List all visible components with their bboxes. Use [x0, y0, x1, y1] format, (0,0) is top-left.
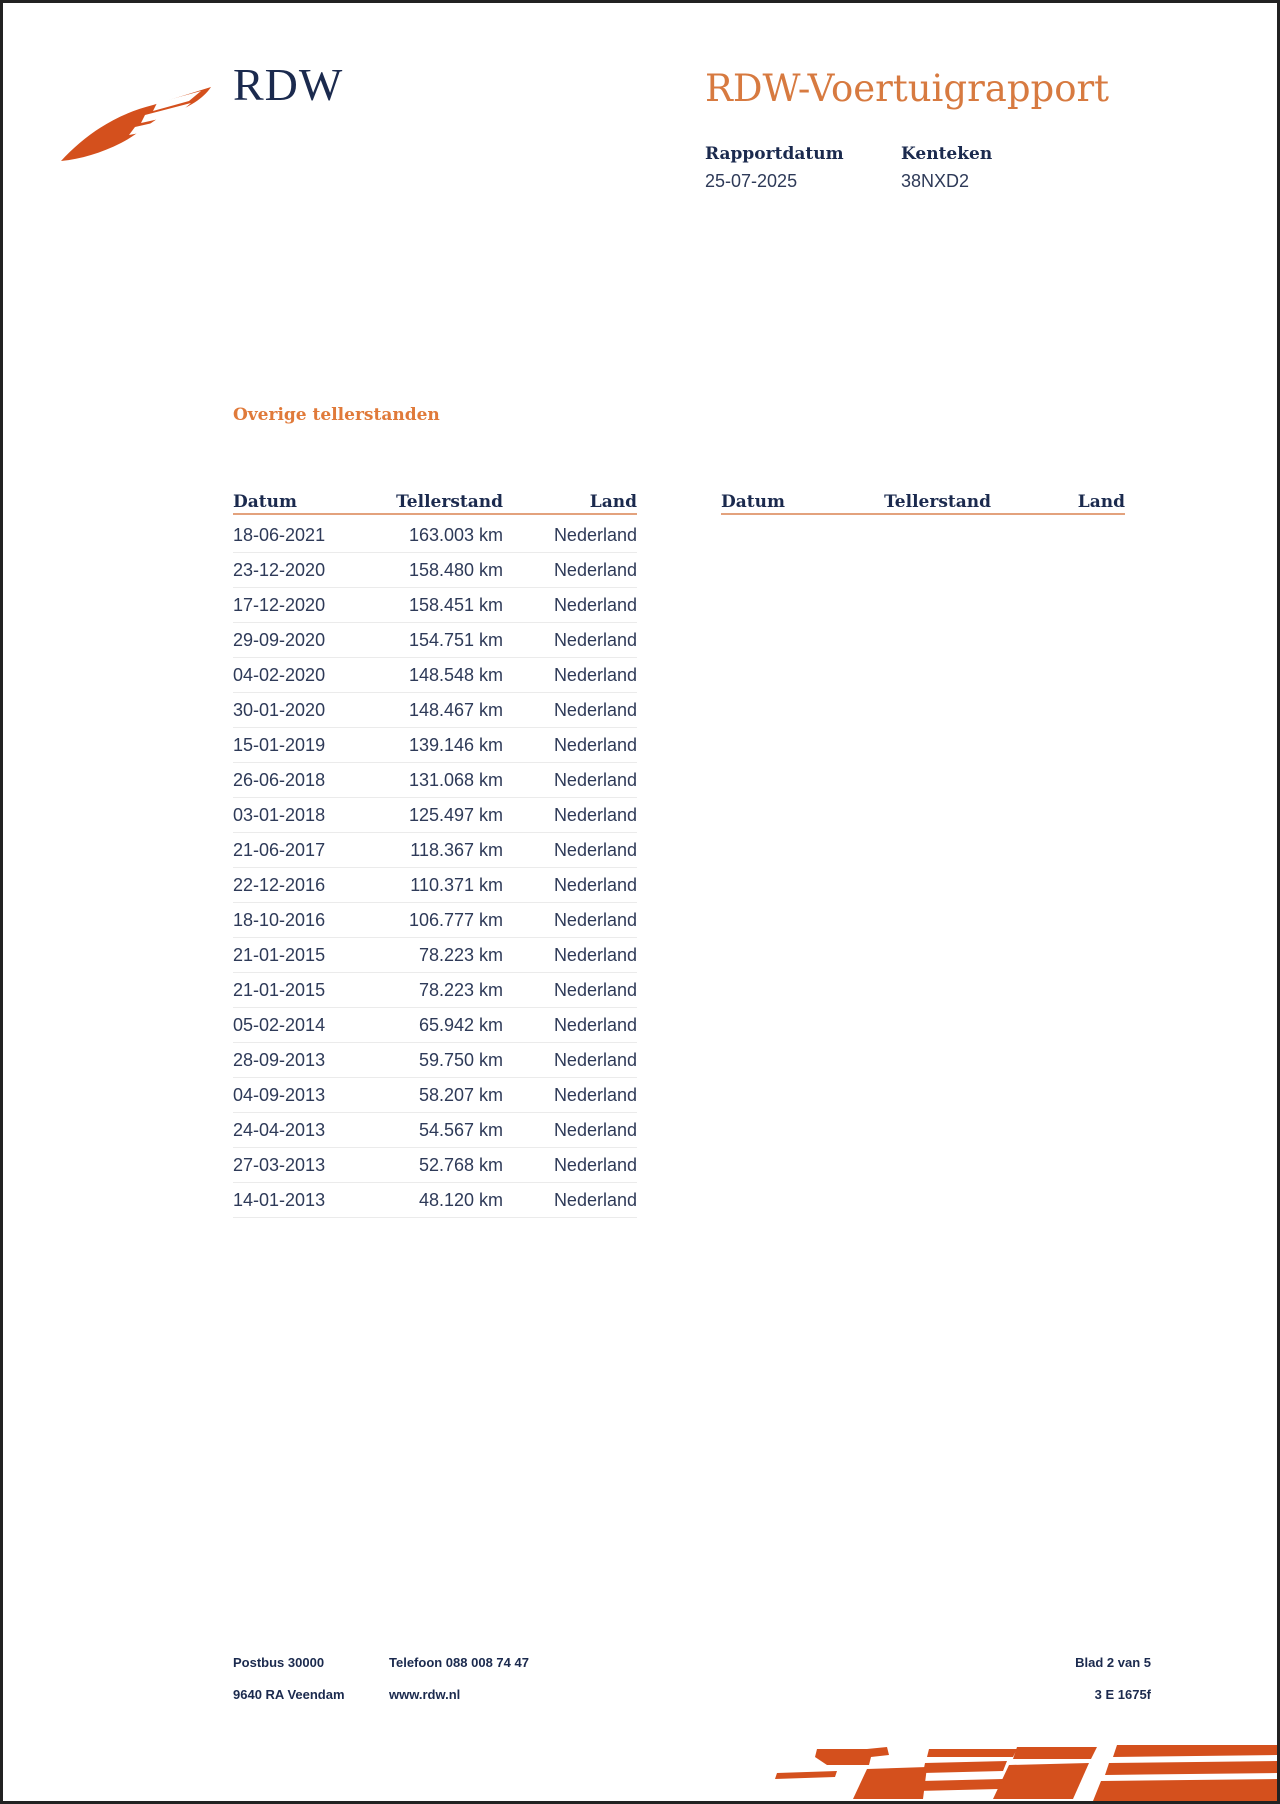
report-date-value: 25-07-2025	[705, 171, 798, 191]
footer-page-info	[1075, 1647, 1151, 1711]
cell-datum: 18-10-2016	[233, 910, 326, 930]
cell-datum: 26-06-2018	[233, 770, 326, 790]
header-tellerstand: Tellerstand	[884, 492, 991, 512]
header-land: Land	[589, 492, 637, 512]
table-body	[233, 519, 637, 1218]
header-land: Land	[1077, 492, 1125, 512]
table-row	[233, 1184, 637, 1218]
license-plate-value: 38NXD2	[901, 171, 970, 191]
cell-tellerstand: 118.367 km	[410, 840, 503, 860]
cell-tellerstand: 110.371 km	[410, 875, 503, 895]
cell-datum: 21-01-2015	[233, 945, 326, 965]
cell-tellerstand: 158.480 km	[408, 560, 503, 580]
table-row	[233, 694, 637, 728]
cell-tellerstand: 106.777 km	[408, 910, 503, 930]
cell-land: Nederland	[553, 805, 637, 825]
report-date-block	[705, 143, 844, 192]
header-datum: Datum	[233, 492, 297, 512]
table-row	[233, 1079, 637, 1113]
footer-code: 3 E 1675f	[1094, 1687, 1151, 1702]
cell-tellerstand: 154.751 km	[408, 630, 503, 650]
cell-land: Nederland	[553, 1190, 637, 1210]
cell-datum: 23-12-2020	[233, 560, 326, 580]
rdw-feather-icon	[61, 85, 213, 165]
cell-tellerstand: 78.223 km	[418, 945, 503, 965]
cell-datum: 21-06-2017	[233, 840, 326, 860]
section-heading: Overige tellerstanden	[233, 405, 440, 425]
footer-page-number: Blad 2 van 5	[1075, 1655, 1151, 1670]
table-row	[233, 519, 637, 553]
cell-datum: 18-06-2021	[233, 525, 326, 545]
table-row	[233, 939, 637, 973]
table-row	[233, 869, 637, 903]
cell-datum: 04-09-2013	[233, 1085, 326, 1105]
cell-datum: 28-09-2013	[233, 1050, 326, 1070]
cell-land: Nederland	[553, 560, 637, 580]
cell-land: Nederland	[553, 980, 637, 1000]
cell-land: Nederland	[553, 945, 637, 965]
license-plate-block	[901, 143, 992, 192]
table-header	[721, 489, 1125, 515]
cell-tellerstand: 59.750 km	[418, 1050, 503, 1070]
table-row	[233, 1114, 637, 1148]
report-date-label: Rapportdatum	[705, 144, 844, 164]
cell-tellerstand: 78.223 km	[418, 980, 503, 1000]
cell-datum: 04-02-2020	[233, 665, 326, 685]
report-title: RDW-Voertuigrapport	[705, 67, 1110, 110]
cell-land: Nederland	[553, 700, 637, 720]
footer-website-link[interactable]: www.rdw.nl	[389, 1687, 461, 1702]
cell-land: Nederland	[553, 1085, 637, 1105]
cell-tellerstand: 131.068 km	[408, 770, 503, 790]
cell-land: Nederland	[553, 525, 637, 545]
cell-datum: 30-01-2020	[233, 700, 326, 720]
cell-datum: 03-01-2018	[233, 805, 326, 825]
cell-land: Nederland	[553, 735, 637, 755]
header-datum: Datum	[721, 492, 785, 512]
cell-datum: 22-12-2016	[233, 875, 326, 895]
cell-tellerstand: 163.003 km	[408, 525, 503, 545]
table-row	[233, 1009, 637, 1043]
table-row	[233, 1149, 637, 1183]
table-row	[233, 589, 637, 623]
table-row	[233, 764, 637, 798]
table-row	[233, 729, 637, 763]
cell-land: Nederland	[553, 1050, 637, 1070]
odometer-table-right	[721, 489, 1125, 515]
cell-datum: 17-12-2020	[233, 595, 326, 615]
cell-tellerstand: 58.207 km	[418, 1085, 503, 1105]
rdw-stripes-icon	[717, 1743, 1277, 1801]
table-row	[233, 554, 637, 588]
cell-land: Nederland	[553, 910, 637, 930]
cell-datum: 14-01-2013	[233, 1190, 326, 1210]
cell-datum: 27-03-2013	[233, 1155, 326, 1175]
cell-tellerstand: 148.467 km	[408, 700, 503, 720]
cell-land: Nederland	[553, 1120, 637, 1140]
cell-datum: 05-02-2014	[233, 1015, 326, 1035]
footer-address-line2: 9640 RA Veendam	[233, 1687, 345, 1702]
cell-land: Nederland	[553, 840, 637, 860]
cell-land: Nederland	[553, 1155, 637, 1175]
cell-land: Nederland	[553, 630, 637, 650]
cell-land: Nederland	[553, 875, 637, 895]
odometer-table-left	[233, 489, 637, 1218]
table-header	[233, 489, 637, 515]
footer-contact	[389, 1647, 529, 1711]
cell-datum: 15-01-2019	[233, 735, 326, 755]
header-tellerstand: Tellerstand	[396, 492, 503, 512]
brand-name: RDW	[233, 59, 344, 110]
cell-tellerstand: 158.451 km	[408, 595, 503, 615]
table-row	[233, 974, 637, 1008]
table-row	[233, 834, 637, 868]
cell-land: Nederland	[553, 1015, 637, 1035]
table-row	[233, 659, 637, 693]
footer-address-line1: Postbus 30000	[233, 1655, 325, 1670]
cell-tellerstand: 65.942 km	[418, 1015, 503, 1035]
license-plate-label: Kenteken	[901, 144, 993, 164]
table-row	[233, 799, 637, 833]
table-row	[233, 624, 637, 658]
cell-tellerstand: 139.146 km	[408, 735, 503, 755]
footer-phone: Telefoon 088 008 74 47	[389, 1655, 529, 1670]
cell-tellerstand: 125.497 km	[408, 805, 503, 825]
cell-datum: 24-04-2013	[233, 1120, 326, 1140]
cell-land: Nederland	[553, 665, 637, 685]
cell-tellerstand: 54.567 km	[418, 1120, 503, 1140]
cell-tellerstand: 52.768 km	[418, 1155, 503, 1175]
table-row	[233, 904, 637, 938]
footer-address	[233, 1647, 345, 1711]
cell-land: Nederland	[553, 595, 637, 615]
cell-tellerstand: 148.548 km	[408, 665, 503, 685]
cell-tellerstand: 48.120 km	[418, 1190, 503, 1210]
cell-land: Nederland	[553, 770, 637, 790]
table-row	[233, 1044, 637, 1078]
cell-datum: 21-01-2015	[233, 980, 326, 1000]
cell-datum: 29-09-2020	[233, 630, 326, 650]
